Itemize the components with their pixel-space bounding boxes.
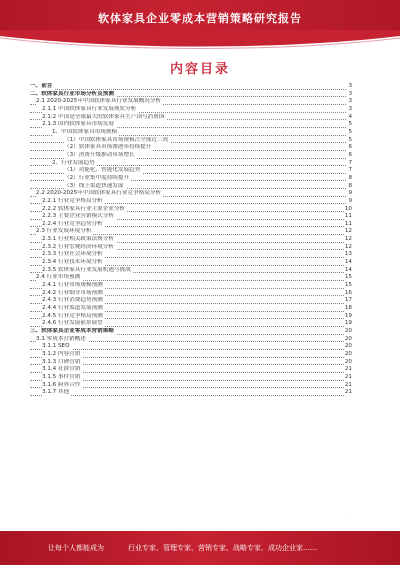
- toc-entry[interactable]: [30, 336, 352, 344]
- toc-entry[interactable]: [30, 198, 352, 206]
- toc-entry[interactable]: [30, 114, 352, 122]
- toc-entry-label: 2.4.2 行业细分市场预测: [42, 289, 103, 296]
- toc-entry-page: 18: [344, 305, 352, 312]
- toc-entry-page: 11: [344, 220, 352, 227]
- page-mark: ·: [346, 517, 348, 523]
- toc-entry-label: 2.4.1 行业市场规模预测: [42, 282, 103, 289]
- toc-entry-page: 5: [348, 128, 352, 135]
- toc-entry[interactable]: [30, 98, 352, 106]
- toc-entry[interactable]: [30, 175, 352, 183]
- toc-entry-page: 8: [348, 182, 352, 189]
- toc-entry-page: 15: [344, 282, 352, 289]
- toc-entry[interactable]: [30, 343, 352, 351]
- decorative-sweep: [0, 30, 400, 52]
- toc-entry-label: （2）行业集中度持续提升: [64, 174, 130, 181]
- toc-entry-label: 3.1.6 跨界合作: [42, 381, 81, 388]
- leader-dots: [30, 349, 352, 350]
- toc-entry-page: 12: [344, 243, 352, 250]
- toc-entry-label: 2.1.2 中国是全球最大的软体家具生产国与消费国: [42, 113, 165, 120]
- toc-entry-page: 19: [344, 320, 352, 327]
- toc-entry-page: 20: [344, 335, 352, 342]
- toc-title: 内容目录: [169, 62, 230, 77]
- toc-entry[interactable]: [30, 274, 352, 282]
- toc-entry-page: 4: [348, 113, 352, 120]
- toc-entry-label: （3）线上渠道快速发展: [64, 182, 124, 189]
- toc-entry-label: 2.3.1 行业相关政策法规分析: [42, 236, 114, 243]
- toc-entry-label: 3.1.4 社群营销: [42, 366, 81, 373]
- toc-entry[interactable]: [30, 251, 352, 259]
- toc-entry-page: 6: [348, 144, 352, 151]
- toc-entry-page: 16: [344, 289, 352, 296]
- toc-entry-label: 一、前言: [30, 83, 53, 89]
- toc-entry[interactable]: [30, 183, 352, 191]
- toc-entry[interactable]: [30, 359, 352, 367]
- toc-entry-label: 2.3.5 软体家具行业发展机遇与挑战: [42, 266, 131, 273]
- toc-entry[interactable]: [30, 320, 352, 328]
- toc-entry-page: 13: [344, 251, 352, 258]
- toc-entry-label: （2）软体家具市场渗透率持续提升: [64, 144, 152, 151]
- toc-entry-page: 7: [348, 167, 352, 174]
- toc-entry[interactable]: [30, 190, 352, 198]
- report-title: 软体家具企业零成本营销策略研究报告: [98, 12, 302, 25]
- toc-entry[interactable]: [30, 282, 352, 290]
- toc-entry-label: 2.3.2 行业宏观经济环境分析: [42, 243, 114, 250]
- toc-entry-page: 10: [344, 205, 352, 212]
- toc-entry-label: 2.2 2020-2025年中国软体家具行业竞争格局分析: [36, 190, 162, 197]
- toc-entry[interactable]: [30, 160, 352, 168]
- toc-entry-page: 19: [344, 312, 352, 319]
- toc-entry[interactable]: [30, 259, 352, 267]
- toc-entry[interactable]: [30, 328, 352, 336]
- toc-entry-page: 12: [344, 236, 352, 243]
- toc-entry-label: （1）功能化、智能化发展趋势: [64, 167, 141, 174]
- footer-slogan-left: 让每个人都能成为: [48, 544, 104, 552]
- toc-entry-label: 3.1.1 SEO: [42, 343, 70, 350]
- footer-slogan-right: 行业专家、管理专家、营销专家、战略专家、成功企业家……: [128, 544, 317, 552]
- toc-entry[interactable]: [30, 236, 352, 244]
- toc-entry[interactable]: [30, 382, 352, 390]
- toc-entry[interactable]: [30, 389, 352, 397]
- toc-entry[interactable]: [30, 374, 352, 382]
- toc-entry-page: 20: [344, 328, 352, 334]
- toc-entry[interactable]: [30, 152, 352, 160]
- toc-entry-page: 9: [348, 197, 352, 204]
- toc-entry-page: 12: [344, 228, 352, 235]
- toc-entry[interactable]: [30, 313, 352, 321]
- toc-entry[interactable]: [30, 213, 352, 221]
- toc-entry[interactable]: [30, 83, 352, 91]
- toc-entry-label: 3.1 零成本营销概述: [36, 335, 86, 342]
- toc-entry-page: 20: [344, 358, 352, 365]
- toc-entry-label: （3）消费升级推动市场增长: [64, 151, 135, 158]
- toc-entry[interactable]: [30, 206, 352, 214]
- toc-entry-label: 2.3.4 行业技术环境分析: [42, 259, 103, 266]
- toc-entry-label: 2.4 行业市场预测: [36, 274, 81, 281]
- toc-entry-page: 21: [344, 389, 352, 396]
- toc-entry-page: 9: [348, 190, 352, 197]
- toc-entry[interactable]: [30, 297, 352, 305]
- toc-entry-label: 2.2.4 行业竞争趋势分析: [42, 220, 103, 227]
- toc-entry-label: 二、软体家具行业市场分析及预测: [30, 90, 114, 97]
- toc-entry-label: 2.3 行业发展环境分析: [36, 228, 92, 235]
- leader-dots: [30, 395, 352, 396]
- toc-entry[interactable]: [30, 228, 352, 236]
- toc-entry[interactable]: [30, 366, 352, 374]
- toc-entry-page: 17: [344, 297, 352, 304]
- toc-entry[interactable]: [30, 305, 352, 313]
- toc-entry[interactable]: [30, 121, 352, 129]
- toc-entry[interactable]: [30, 221, 352, 229]
- toc-entry-page: 11: [344, 213, 352, 220]
- toc-entry-label: 2.1 2020-2025年中国软体家具行业发展概况分析: [36, 98, 162, 105]
- toc-entry-label: 2.4.4 行业渠道发展预测: [42, 305, 103, 312]
- toc-entry-page: 21: [344, 381, 352, 388]
- toc-entry-page: 5: [348, 136, 352, 143]
- toc-entry-page: 20: [344, 343, 352, 350]
- toc-entry-label: 2.2.3 主要企业营销模式分析: [42, 213, 114, 220]
- toc-entry-page: 6: [348, 151, 352, 158]
- toc-entry[interactable]: [30, 351, 352, 359]
- bottom-banner: [0, 531, 400, 565]
- toc-entry-page: 20: [344, 350, 352, 357]
- toc-entry[interactable]: [30, 137, 352, 145]
- toc-entry-label: 2.1.3 国内软体家具市场发展: [42, 121, 114, 128]
- toc-entry[interactable]: [30, 167, 352, 175]
- toc-entry-page: 15: [344, 274, 352, 281]
- toc-entry-label: 1、中国软体家具市场规模: [52, 128, 118, 135]
- toc-entry-page: 3: [348, 90, 352, 97]
- toc-entry-label: 3.1.3 口碑营销: [42, 358, 81, 365]
- toc-entry-page: 3: [348, 105, 352, 112]
- toc-entry-page: 3: [348, 98, 352, 105]
- toc-entry-page: 21: [344, 366, 352, 373]
- toc-entry-page: 5: [348, 121, 352, 128]
- toc-entry-label: （1）中国软体家具市场规模占全球近三成: [64, 136, 169, 143]
- toc-entry[interactable]: [30, 129, 352, 137]
- toc-entry-page: 14: [344, 266, 352, 273]
- toc-entry[interactable]: [30, 290, 352, 298]
- toc-entry[interactable]: [30, 91, 352, 99]
- toc-entry-label: 2.4.3 行业消费趋势预测: [42, 297, 103, 304]
- toc-entry-page: 21: [344, 373, 352, 380]
- toc-entry-label: 3.1.2 内容营销: [42, 350, 81, 357]
- toc-entry-page: 8: [348, 174, 352, 181]
- toc-entry[interactable]: [30, 106, 352, 114]
- table-of-contents: [30, 83, 352, 397]
- toc-entry[interactable]: [30, 144, 352, 152]
- toc-entry-page: 14: [344, 259, 352, 266]
- toc-entry-label: 2.2.2 软体家具行业主要企业分析: [42, 205, 126, 212]
- toc-entry-page: 3: [348, 83, 352, 89]
- toc-entry-label: 3.1.5 事件营销: [42, 373, 81, 380]
- toc-entry-label: 三、软体家具企业零成本营销策略: [30, 328, 114, 334]
- toc-entry-label: 2.4.5 行业竞争格局预测: [42, 312, 103, 319]
- leader-dots: [30, 89, 352, 90]
- toc-entry-label: 2.1.1 中国软体家具行业发展现状分析: [42, 105, 137, 112]
- toc-entry[interactable]: [30, 244, 352, 252]
- toc-entry[interactable]: [30, 267, 352, 275]
- toc-entry-label: 2.3.3 行业社会环境分析: [42, 251, 103, 258]
- toc-entry-label: 2、行业发展趋势: [52, 159, 95, 166]
- toc-entry-label: 2.2.1 行业竞争格局分析: [42, 197, 103, 204]
- toc-entry-page: 7: [348, 159, 352, 166]
- toc-entry-label: 2.4.6 行业发展前景展望: [42, 320, 103, 327]
- toc-entry-label: 3.1.7 其他: [42, 389, 70, 396]
